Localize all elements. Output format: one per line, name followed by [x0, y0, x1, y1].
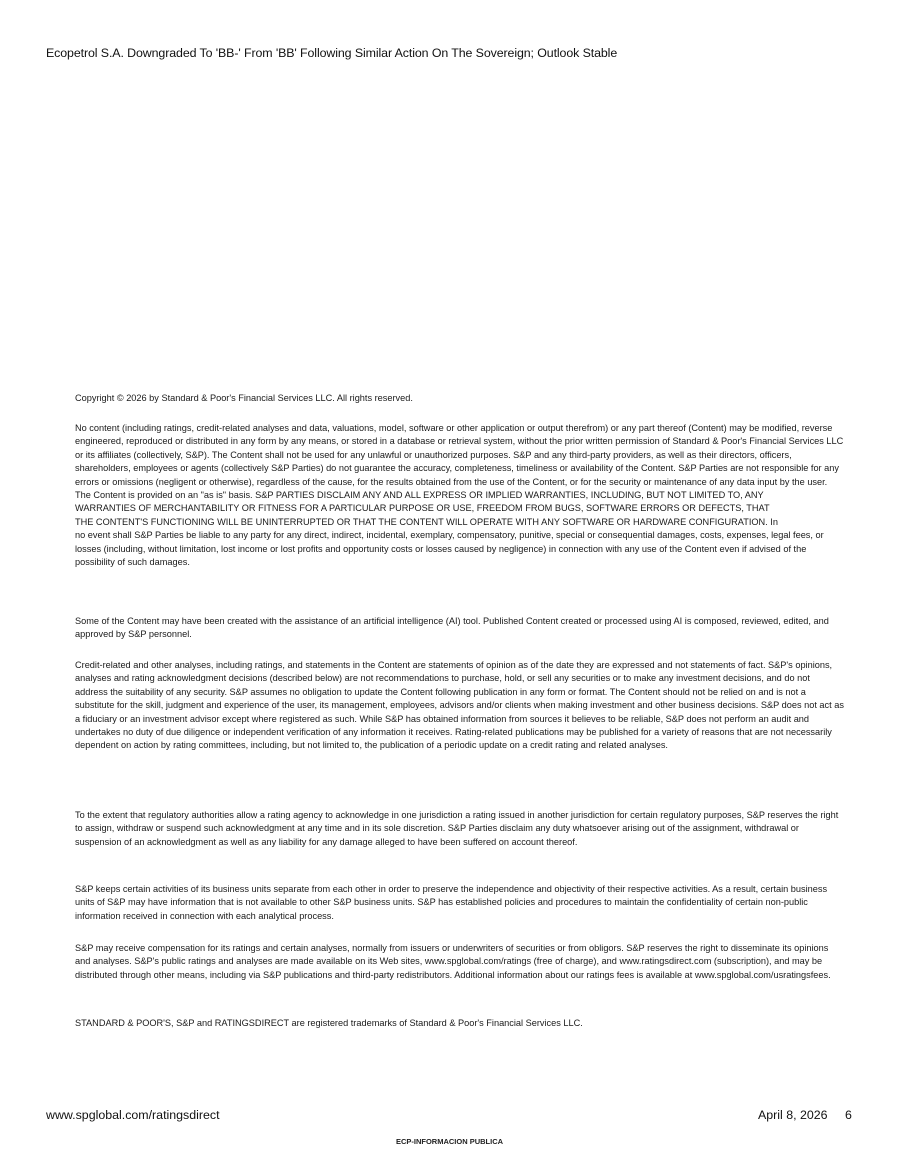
ai-disclaimer	[75, 615, 845, 642]
regulatory-disclaimer	[75, 809, 845, 849]
functioning-paragraph: THE CONTENT'S FUNCTIONING WILL BE UNINTERRUPTED OR THAT THE CONTENT WILL OPERATE WITH ANY SOFTWARE OR HARDWARE CONFIGURATION. In	[75, 516, 778, 527]
regulatory-text: To the extent that regulatory authorities allow a rating agency to acknowledge in one jurisdiction a rating issued in another jurisdiction for certain regulatory purposes, S&P reserves the right to assign, withdraw or suspend such acknowledgment at any time and in its sole discretion. S&P Parties disclaim any duty whatsoever arising out of the assignment, withdrawal or suspension of an acknowledgment as well as any liability for any damage alleged to have been suffered on account thereof.	[75, 810, 839, 847]
page-number: 6	[845, 1108, 852, 1122]
trademark-notice	[75, 1017, 845, 1030]
ai-text: Some of the Content may have been created with the assistance of an artificial intelligence (AI) tool. Published Content created or processed using AI is composed, reviewed, edited, and approved by S&P personnel.	[75, 616, 829, 640]
footer-url-link[interactable]: www.spglobal.com/ratingsdirect	[46, 1108, 220, 1122]
copyright-notice	[75, 392, 845, 405]
opinion-disclaimer	[75, 659, 845, 753]
no-event-paragraph: no event shall S&P Parties be liable to any party for any direct, indirect, incidental, exemplary, compensatory, punitive, special or consequential damages, costs, expenses, legal fees, or losses (including, without limitation, lost income or lost profits and opportunity costs or losses caused by negligence) in connection with any use of the Content even if advised of the possibility of such damages.	[75, 530, 824, 568]
opinion-text: Credit-related and other analyses, including ratings, and statements in the Content are statements of opinion as of the date they are expressed and not statements of fact. S&P's opinions, analyses and rating acknowledgment decisions (described below) are not recommendations to purchase, hold, or sell any securities or to make any investment decisions, and do not address the suitability of any security. S&P assumes no obligation to update the Content following publication in any form or format. The Content should not be relied on and is not a substitute for the skill, judgment and experience of the user, its management, employees, advisors and/or clients when making investment and other business decisions. S&P does not act as a fiduciary or an investment advisor except where registered as such. While S&P has obtained information from sources it believes to be reliable, S&P does not perform an audit and undertakes no duty of due diligence or independent verification of any information it receives. Rating-related publications may be published for a variety of reasons that are not necessarily dependent on action by rating committees, including, but not limited to, the publication of a periodic update on a credit rating and related analyses.	[75, 660, 844, 751]
footer-date: April 8, 2026	[758, 1108, 828, 1122]
separation-text: S&P keeps certain activities of its business units separate from each other in order to preserve the independence and objectivity of their respective activities. As a result, certain business units of S&P may have information that is not available to other S&P business units. S&P has established policies and procedures to maintain the confidentiality of certain non-public information received in connection with each analytical process.	[75, 884, 828, 921]
classification-label: ECP-INFORMACION PUBLICA	[395, 1137, 504, 1146]
separation-disclaimer	[75, 883, 845, 923]
copyright-text: Copyright © 2026 by Standard & Poor's Financial Services LLC. All rights reserved.	[75, 393, 413, 403]
no-content-paragraph: No content (including ratings, credit-related analyses and data, valuations, model, software or other application or output therefrom) or any part thereof (Content) may be modified, reverse engineered, reproduced or distributed in any form by any means, or stored in a database or retrieval system, without the prior written permission of Standard & Poor's Financial Services LLC or its affiliates (collectively, S&P). The Content shall not be used for any unlawful or unauthorized purposes. S&P and any third-party providers, as well as their directors, officers, shareholders, employees or agents (collectively S&P Parties) do not guarantee the accuracy, completeness, timeliness or availability of the Content. S&P Parties are not responsible for any errors or omissions (negligent or otherwise), regardless of the cause, for the results obtained from the use of the Content, or for the security or maintenance of any data input by the user. The Content is provided on an "as is" basis. S&P PARTIES DISCLAIM ANY AND ALL EXPRESS OR IMPLIED WARRANTIES, INCLUDING, BUT NOT LIMITED TO, ANY	[75, 423, 844, 501]
compensation-text: S&P may receive compensation for its ratings and certain analyses, normally from issuers or underwriters of securities or from obligors. S&P reserves the right to disseminate its opinions and analyses. S&P's public ratings and analyses are made available on its Web sites, www.spglobal.com/ratings (free of charge), and www.ratingsdirect.com (subscription), and may be distributed through other means, including via S&P publications and third-party redistributors. Additional information about our ratings fees is available at www.spglobal.com/usratingsfees.	[75, 943, 831, 980]
compensation-disclaimer	[75, 942, 845, 982]
warranties-paragraph: WARRANTIES OF MERCHANTABILITY OR FITNESS FOR A PARTICULAR PURPOSE OR USE, FREEDOM FROM BUGS, SOFTWARE ERRORS OR DEFECTS, THAT	[75, 503, 770, 514]
trademark-text: STANDARD & POOR'S, S&P and RATINGSDIRECT are registered trademarks of Standard & Poor's Financial Services LLC.	[75, 1018, 583, 1028]
content-disclaimer	[75, 422, 845, 569]
report-title: Ecopetrol S.A. Downgraded To 'BB-' From 'BB' Following Similar Action On The Sovereign; Outlook Stable	[46, 46, 618, 60]
